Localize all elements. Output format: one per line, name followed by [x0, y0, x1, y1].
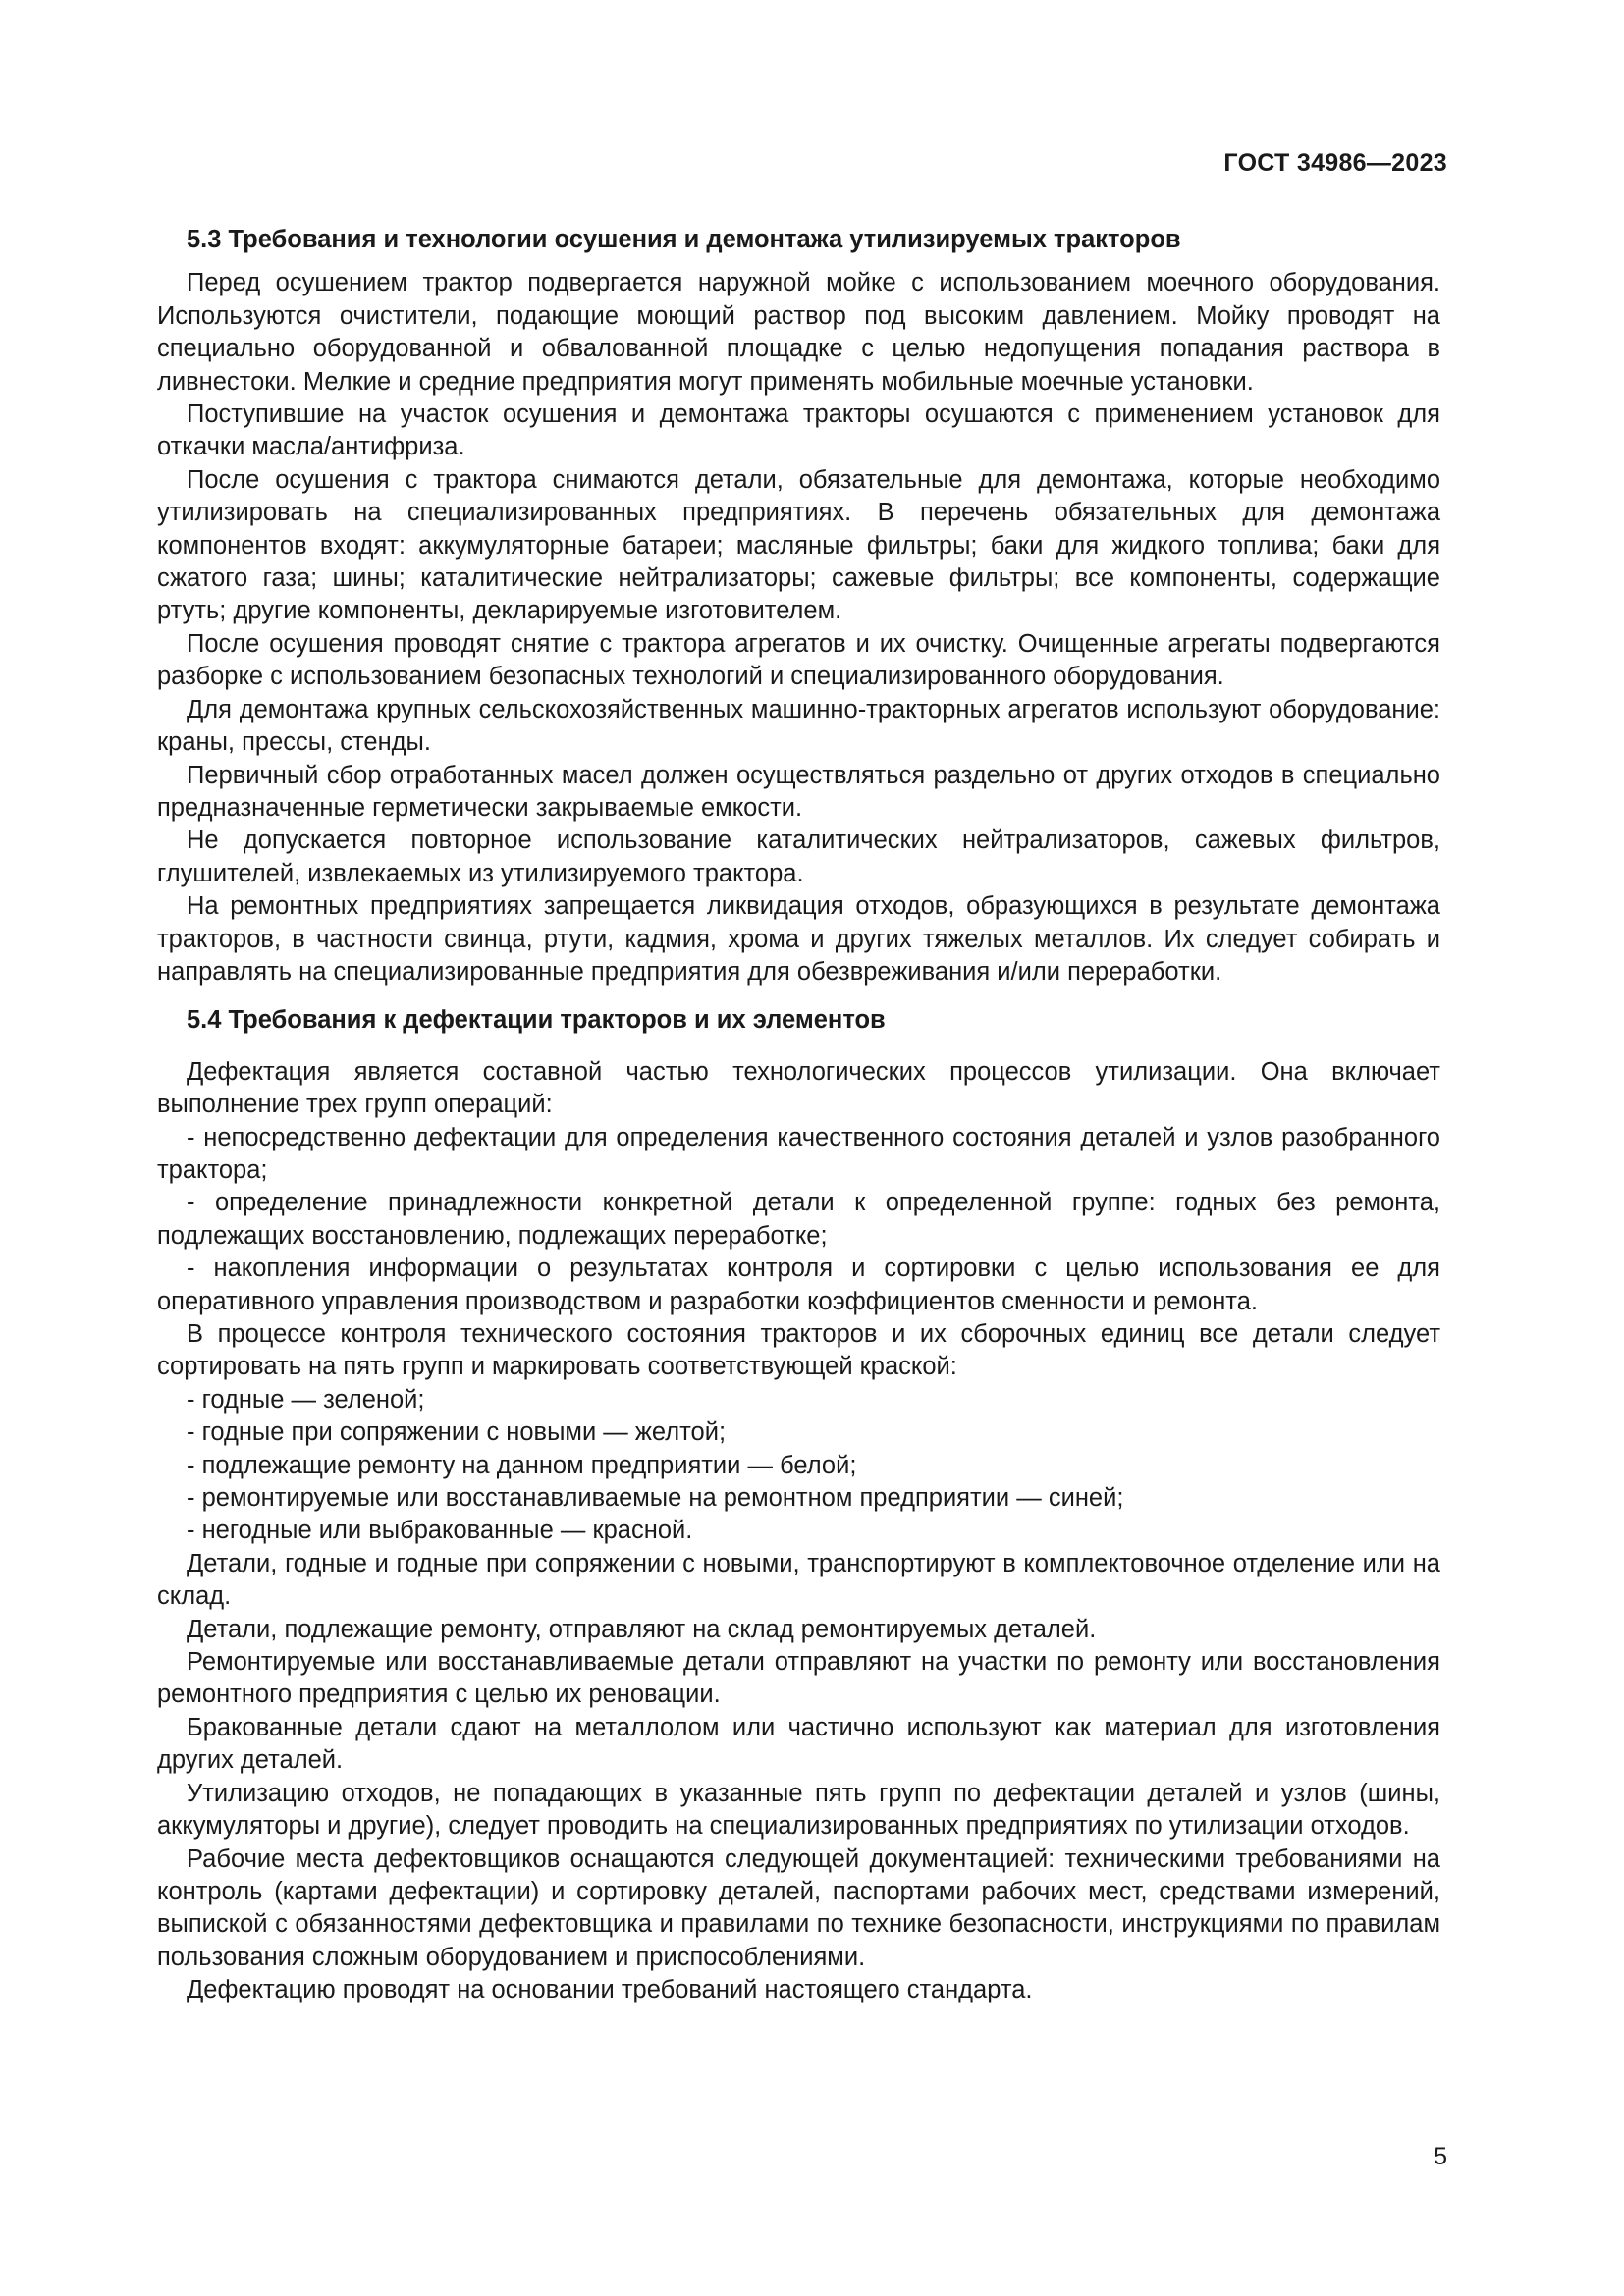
paragraph: Дефектация является составной частью технологических процессов утилизации. Она включает выполнение трех групп операций: — [157, 1057, 1440, 1119]
list-item: - годные при сопряжении с новыми — желтой; — [187, 1418, 727, 1447]
paragraph: Детали, годные и годные при сопряжении с новыми, транспортируют в комплектовочное отделение или на склад. — [157, 1549, 1440, 1611]
list-item: - ремонтируемые или восстанавливаемые на ремонтном предприятии — синей; — [187, 1484, 1124, 1513]
paragraph: Для демонтажа крупных сельскохозяйственных машинно-тракторных агрегатов используют оборудование: краны, прессы, стенды. — [157, 695, 1440, 757]
document-body — [157, 224, 1440, 2007]
paragraph: Детали, подлежащие ремонту, отправляют на склад ремонтируемых деталей. — [187, 1615, 1097, 1643]
list-item: - годные — зеленой; — [187, 1385, 425, 1414]
paragraph: После осушения с трактора снимаются детали, обязательные для демонтажа, которые необходимо утилизировать на специализированных предприятиях. В перечень обязательных для демонтажа компонентов входят: аккумуляторные батареи; масляные фильтры; баки для жидкого топлива; баки для сжатого газа; шины; каталитические нейтрализаторы; сажевые фильтры; все компоненты, содержащие ртуть; другие компоненты, декларируемые изготовителем. — [157, 465, 1440, 625]
section-5-4-title: 5.4 Требования к дефектации тракторов и их элементов — [187, 1006, 886, 1035]
list-item: - негодные или выбракованные — красной. — [187, 1517, 693, 1545]
page-number: 5 — [1434, 2143, 1447, 2170]
list-item: - накопления информации о результатах контроля и сортировки с целью использования ее для оперативного управления производством и разработки коэффициентов сменности и ремонта. — [157, 1255, 1440, 1315]
paragraph: Бракованные детали сдают на металлолом или частично используют как материал для изготовления других деталей. — [157, 1713, 1440, 1775]
paragraph: Первичный сбор отработанных масел должен осуществляться раздельно от других отходов в специально предназначенные герметически закрываемые емкости. — [157, 761, 1440, 822]
paragraph: После осушения проводят снятие с трактора агрегатов и их очистку. Очищенные агрегаты подвергаются разборке с использованием безопасных технологий и специализированного оборудования. — [157, 629, 1440, 691]
paragraph: Поступившие на участок осушения и демонтажа тракторы осушаются с применением установок для откачки масла/антифриза. — [157, 400, 1440, 461]
paragraph: Утилизацию отходов, не попадающих в указанные пять групп по дефектации деталей и узлов (шины, аккумуляторы и другие), следует проводить на специализированных предприятиях по утилизации отходов. — [157, 1779, 1440, 1841]
paragraph: В процессе контроля технического состояния тракторов и их сборочных единиц все детали следует сортировать на пять групп и маркировать соответствующей краской: — [157, 1320, 1440, 1381]
paragraph: Перед осушением трактор подвергается наружной мойке с использованием моечного оборудования. Используются очистители, подающие моющий раствор под высоким давлением. Мойку проводят на специально оборудованной и обвалованной площадке с целью недопущения попадания раствора в ливнестоки. Мелкие и средние предприятия могут применять мобильные моечные установки. — [157, 269, 1440, 396]
list-item: - подлежащие ремонту на данном предприятии — белой; — [187, 1451, 857, 1479]
paragraph: На ремонтных предприятиях запрещается ликвидация отходов, образующихся в результате демонтажа тракторов, в частности свинца, ртути, кадмия, хрома и других тяжелых металлов. Их следует собирать и направлять на специализированные предприятия для обезвреживания и/или переработки. — [157, 892, 1440, 986]
paragraph: Рабочие места дефектовщиков оснащаются следующей документацией: техническими требованиями на контроль (картами дефектации) и сортировку деталей, паспортами рабочих мест, средствами измерений, выпиской с обязанностями дефектовщика и правилами по технике безопасности, инструкциями по правилам пользования сложным оборудованием и приспособлениями. — [157, 1844, 1440, 1971]
section-5-3-title: 5.3 Требования и технологии осушения и демонтажа утилизируемых тракторов — [187, 226, 1181, 253]
list-item: - определение принадлежности конкретной детали к определенной группе: годных без ремонта, подлежащих восстановлению, подлежащих переработке; — [157, 1189, 1440, 1250]
list-item: - непосредственно дефектации для определения качественного состояния деталей и узлов разобранного трактора; — [157, 1123, 1440, 1184]
paragraph: Не допускается повторное использование каталитических нейтрализаторов, сажевых фильтров, глушителей, извлекаемых из утилизируемого трактора. — [157, 827, 1440, 887]
paragraph: Ремонтируемые или восстанавливаемые детали отправляют на участки по ремонту или восстановления ремонтного предприятия с целью их реновации. — [157, 1648, 1440, 1709]
paragraph: Дефектацию проводят на основании требований настоящего стандарта. — [187, 1976, 1033, 2004]
standard-designation: ГОСТ 34986—2023 — [1223, 149, 1447, 177]
